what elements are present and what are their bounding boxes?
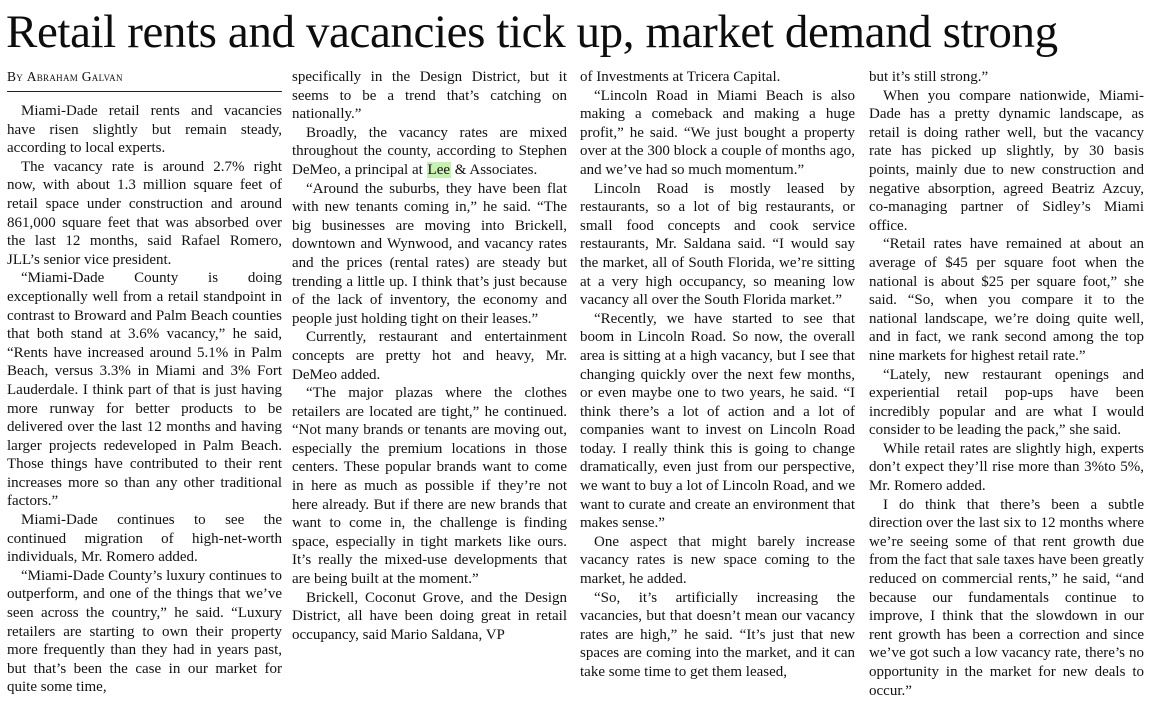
- paragraph: Miami-Dade continues to see the continued migration of high-net-worth individuals, Mr. Romero added.: [7, 512, 282, 566]
- highlighted-text: Lee: [427, 161, 451, 178]
- column-3: [580, 68, 855, 682]
- paragraph: [292, 124, 567, 180]
- paragraph: While retail rates are slightly high, experts don’t expect they’ll rise more than 3%to 5%, Mr. Romero added.: [869, 440, 1144, 495]
- column-4: [869, 68, 1144, 700]
- paragraph: “Retail rates have remained at about an average of $45 per square foot when the national is about $25 per square foot,” she said. “So, when you compare it to the national landscape, we’re doing quite well, and in fact, we rank second among the top nine markets for highest retail rate.”: [869, 236, 1144, 364]
- paragraph: “Miami-Dade County’s luxury continues to outperform, and one of the things that we’ve seen across the country,” he said. “Luxury retailers are starting to own their property more frequently than they had in years past, but that’s been the case in our market for quite some time,: [7, 567, 282, 696]
- article-headline: Retail rents and vacancies tick up, market demand strong: [6, 6, 1058, 58]
- paragraph: Brickell, Coconut Grove, and the Design District, all have been doing great in retail occupancy, said Mario Saldana, VP: [292, 589, 567, 643]
- paragraph-text: & Associates.: [454, 161, 538, 178]
- paragraph: The vacancy rate is around 2.7% right now, with about 1.3 million square feet of retail space under construction and around 861,000 square feet that was absorbed over the last 12 months, said Rafael Romero, JLL’s senior vice president.: [7, 158, 282, 268]
- paragraph: When you compare nationwide, Miami-Dade has a pretty dynamic landscape, as retail is doing rather well, but the vacancy rate has picked up slightly, by 30 basis points, mainly due to new construction and negative absorption, agreed Beatriz Azcuy, co-managing partner of Sidley’s Miami office.: [869, 87, 1144, 234]
- paragraph: “Lately, new restaurant openings and experiential retail pop-ups have been incredibly popular and are what I would consider to be leading the pack,” she said.: [869, 366, 1144, 439]
- paragraph: “Around the suburbs, they have been flat with new tenants coming in,” he said. “The big businesses are moving into Brickell, downtown and Wynwood, and vacancy rates and the prices (rental rates) are steady but trending a little up. I think that’s just because of the lack of inventory, the economy and people just holding tight on their leases.”: [292, 180, 567, 327]
- paragraph: One aspect that might barely increase vacancy rates is new space coming to the market, he added.: [580, 533, 855, 588]
- paragraph: Miami-Dade retail rents and vacancies have risen slightly but remain steady, according to local experts.: [7, 103, 282, 157]
- paragraph: “The major plazas where the clothes retailers are located are tight,” he continued. “Not many brands or tenants are moving out, especially the premium locations in those centers. These popular brands want to come in here as much as possible if they’re not here already. But if there are new brands that want to come in, the challenge is finding space, especially in tight markets like ours. It’s really the mixed-use developments that are being built at the moment.”: [292, 385, 567, 588]
- column-1: [7, 67, 282, 697]
- paragraph: but it’s still strong.”: [869, 69, 989, 85]
- paragraph: “Recently, we have started to see that boom in Lincoln Road. So now, the overall area is sitting at a high vacancy, but I see that changing quickly over the next few months, or even maybe one to two years, he said. “I think there’s a lot of action and a lot of companies want to invest on Lincoln Road today. I really think this is going to change dramatically, even just from our perspective, we want to buy a lot of Lincoln Road, and we want to curate and create an environment that makes sense.”: [580, 310, 855, 532]
- paragraph: “Lincoln Road in Miami Beach is also making a comeback and making a huge profit,” he said. “We just bought a property over at the 300 block a couple of months ago, and we’ve had so much momentum.”: [580, 87, 855, 178]
- byline: [7, 67, 282, 92]
- paragraph: specifically in the Design District, but it seems to be a trend that’s catching on nationally.”: [292, 69, 567, 123]
- paragraph: Currently, restaurant and entertainment concepts are pretty hot and heavy, Mr. DeMeo added.: [292, 329, 567, 383]
- paragraph: “Miami-Dade County is doing exceptionally well from a retail standpoint in contrast to Broward and Palm Beach counties that both stand at 3.6% vacancy,” he said, “Rents have increased around 5.1% in Palm Beach, versus 3.3% in Miami and 3% Fort Lauderdale. I think part of that is just having more runway for better products to be delivered over the last 12 months and having larger projects redeveloped in Palm Beach. Those things have contributed to their rent increases more so than any other traditional factors.”: [7, 270, 282, 510]
- paragraph: “So, it’s artificially increasing the vacancies, but that doesn’t mean our vacancy rates are high,” he said. “It’s just that new spaces are coming into the market, and it can take some time to get them leased,: [580, 589, 855, 680]
- paragraph: Lincoln Road is mostly leased by restaurants, so a lot of big restaurants, or small food concepts and cook service restaurants, Mr. Saldana said. “I would say the market, all of South Florida, we’re sitting at a very high occupancy, so meaning low vacancy all over the South Florida market.”: [580, 180, 855, 309]
- paragraph: of Investments at Tricera Capital.: [580, 69, 781, 85]
- byline-prefix: By: [7, 69, 24, 84]
- paragraph: I do think that there’s been a subtle direction over the last six to 12 months where we’re seeing some of that rent growth due from the fact that sale taxes have been greatly reduced on commercial rents,” he said, “and because our fundamentals continue to improve, I think that the slowdown in our rent growth has been a correction and since we’ve got such a low vacancy rate, there’s no opportunity in the market for new deals to occur.”: [869, 496, 1144, 699]
- paragraph-text: Broadly, the vacancy rates are mixed throughout the county, according to Stephen DeMeo, a principal at: [292, 124, 567, 178]
- column-2: [292, 68, 567, 644]
- byline-author: Abraham Galvan: [26, 69, 123, 84]
